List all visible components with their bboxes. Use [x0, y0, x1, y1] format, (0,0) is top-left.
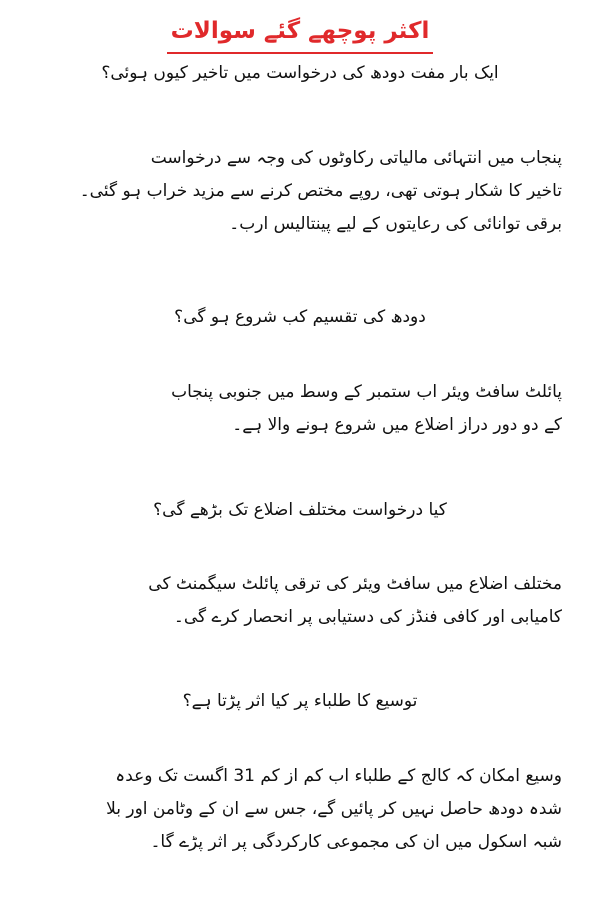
faq-answer-1-line-2: تاخیر کا شکار ہوتی تھی، روپے مختص کرنے سے مزید خراب ہو گئی۔	[79, 181, 562, 201]
faq-answer-1-line-3: برقی توانائی کی رعایتوں کے لیے پینتالیس ارب۔	[229, 214, 562, 234]
faq-answer-3	[38, 568, 562, 634]
faq-answer-4-line-3: شبہ اسکول میں ان کی مجموعی کارکردگی پر اثر پڑے گا۔	[150, 832, 562, 852]
faq-answer-3-line-2: کامیابی اور کافی فنڈز کی دستیابی پر انحصار کرے گی۔	[173, 607, 562, 627]
page-title	[38, 14, 562, 60]
faq-question-4: توسیع کا طلباء پر کیا اثر پڑتا ہے؟	[182, 691, 418, 711]
faq-answer-1	[38, 142, 562, 241]
faq-answer-3-line-1: مختلف اضلاع میں سافٹ ویئر کی ترقی پائلٹ سیگمنٹ کی	[148, 574, 562, 594]
faq-question-3: کیا درخواست مختلف اضلاع تک بڑھے گی؟	[153, 500, 447, 520]
faq-answer-1-line-1: پنجاب میں انتہائی مالیاتی رکاوٹوں کی وجہ سے درخواست	[150, 148, 562, 168]
faq-answer-4-line-2: شدہ دودھ حاصل نہیں کر پائیں گے، جس سے ان کے وٹامن اور بلا	[106, 799, 562, 819]
faq-answer-2-line-1: پائلٹ سافٹ ویئر اب ستمبر کے وسط میں جنوبی پنجاب	[171, 382, 562, 402]
faq-answer-4-line-1: وسیع امکان کہ کالج کے طلباء اب کم از کم 31 اگست تک وعدہ	[115, 766, 562, 786]
faq-answer-2	[38, 376, 562, 442]
faq-question-2: دودھ کی تقسیم کب شروع ہو گی؟	[174, 307, 426, 327]
page-title-text: اکثر پوچھے گئے سوالات	[167, 14, 434, 54]
faq-question-1: ایک بار مفت دودھ کی درخواست میں تاخیر کیوں ہوئی؟	[101, 63, 499, 83]
faq-answer-2-line-2: کے دو دور دراز اضلاع میں شروع ہونے والا ہے۔	[232, 415, 562, 435]
faq-answer-4	[38, 760, 562, 859]
